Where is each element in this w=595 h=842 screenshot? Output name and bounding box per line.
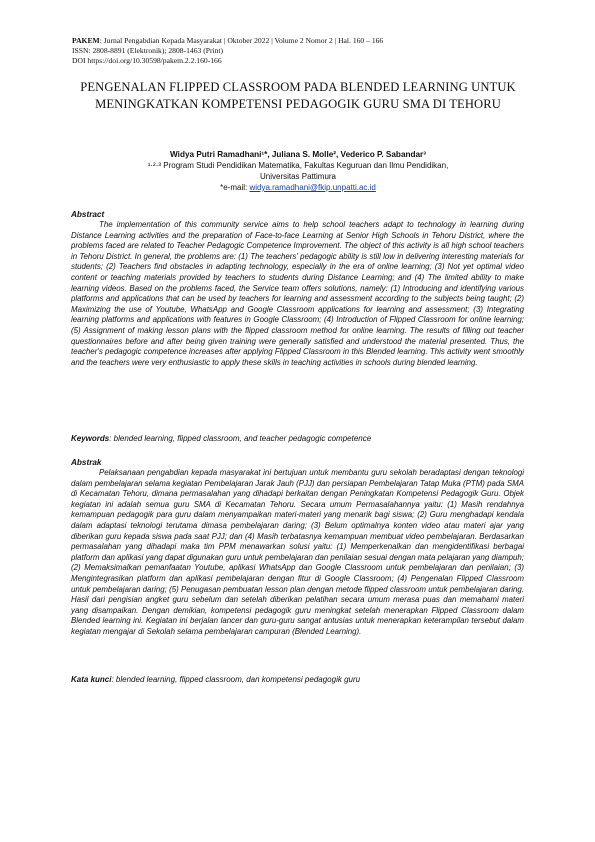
abstrak-heading: Abstrak — [71, 458, 102, 467]
abstract-heading: Abstract — [71, 210, 105, 219]
author-block — [70, 149, 526, 193]
keywords-indonesian — [71, 674, 524, 685]
abstract-indonesian — [71, 457, 524, 638]
email-label: *e-mail: — [220, 183, 250, 192]
journal-header — [72, 36, 532, 66]
journal-name: PAKEM — [72, 36, 100, 45]
author-names: Widya Putri Ramadhani¹*, Juliana S. Molle², Vederico P. Sabandar³ — [170, 150, 426, 159]
abstract-text: The implementation of this community service aims to help school teachers adapt to technology in learning during Distance Learning activities and the preparation of Face-to-face Learning at Senior High Schools in Tehoru District, where the problems faced are related to Teacher Pedagogic Competence Improvement. The object of this activity is all high school teachers in Tehoru District. In general, the problems are: (1) The teachers' pedagogic ability is still low in delivering interesting materials for students; (2) Teachers find obstacles in adapting technology, especially in the era of online learning; (3) Not yet optimal video content or teaching materials provided by teachers to students during Distance Learning; and (4) The limited ability to make learning videos. Based on the problems faced, the Service team offers solutions, namely: (1) Introducing and identifying various platforms and applications that can be used by teachers for learning and assessment according to the subjects being taught; (2) Maximizing the use of Youtube, WhatsApp and Google Classroom applications for learning and assessment; (3) Integrating learning platforms and applications with features in Google Classroom; (4) Introduction of Flipped Classroom for online learning; (5) Assignment of making lesson plans with the flipped classroom method for online learning. The results of filling out teacher questionnaires before and after being given training were generally satisfied and understood the material presented. Thus, the teacher's pedagogic competence increases after applying Flipped Classroom in this Blended learning. This activity went smoothly and the teachers were very enthusiastic to apply these skills in teaching activities in schools during blended learning. — [71, 220, 524, 367]
paper-title: PENGENALAN FLIPPED CLASSROOM PADA BLENDED LEARNING UNTUK MENINGKATKAN KOMPETENSI PEDAGOGIK GURU SMA DI TEHORU — [80, 80, 516, 111]
journal-line — [72, 36, 532, 46]
doi-line: DOI https://doi.org/10.30598/pakem.2.2.160-166 — [72, 56, 222, 65]
journal-issue: : Jurnal Pengabdian Kepada Masyarakat | Oktober 2022 | Volume 2 Nomor 2 | Hal. 160 – 166 — [99, 36, 384, 45]
issn-line: ISSN: 2808-8891 (Elektronik); 2808-1463 (Print) — [72, 46, 224, 55]
author-affiliation: ¹·²·³ Program Studi Pendidikan Matematika, Fakultas Keguruan dan Ilmu Pendidikan, — [147, 161, 449, 170]
kata-kunci-label: Kata kunci — [71, 675, 112, 684]
keywords-label: Keywords — [71, 434, 110, 443]
kata-kunci-text: : blended learning, flipped classroom, dan kompetensi pedagogik guru — [111, 675, 361, 684]
keywords-english — [71, 433, 524, 444]
keywords-text: : blended learning, flipped classroom, and teacher pedagogic competence — [109, 434, 372, 443]
author-university: Universitas Pattimura — [259, 172, 337, 181]
abstrak-text: Pelaksanaan pengabdian kepada masyarakat ini bertujuan untuk membantu guru sekolah beradaptasi dengan teknologi dalam pembelajaran selama kegiatan Pembelajaran Jarak Jauh (PJJ) dan persiapan Pembelajaran Tatap Muka (PTM) pada SMA di Kecamatan Tehoru, dimana permasalahan yang dihadapi berkaitan dengan Peningkatan Kompetensi Pedagogik Guru. Objek kegiatan ini adalah semua guru SMA di Kecamatan Tehoru. Secara umum Permasalahannya yaitu: (1) Masih rendahnya kemampuan pedagogik para guru dalam menyampaikan materi-materi yang menarik bagi siswa; (2) Guru menghadapi kendala dalam adaptasi teknologi terutama dimasa pembelajaran daring; (3) Belum optimalnya konten video atau materi ajar yang diberikan guru kepada siswa pada saat PJJ; dan (4) Masih terbatasnya kemampuan membuat video pembelajaran. Berdasarkan permasalahan yang dihadapi maka tim PPM menawarkan solusi yaitu: (1) Memperkenalkan dan mengidentifikasi berbagai platform dan aplikasi yang dapat digunakan guru untuk pembelajaran dan penilaian sesuai dengan mata pelajaran yang diampuh; (2) Memaksimalkan pemanfaatan Youtube, aplikasi WhatsApp dan Google Classroom untuk pembelajaran dan penilaian; (3) Mengintegrasikan platform dan aplikasi pembelajaran dengan fitur di Google Classroom; (4) Pengenalan Flipped Classroom untuk pembelajaran daring; (5) Penugasan pembuatan lesson plan dengan metode flipped classroom untuk pembelajaran daring. Hasil dari pengisian angket guru sebelum dan setelah diberikan pelatihan secara umum merasa puas dan memahami materi yang disampaikan. Dengan demikian, kompetensi pedagogik guru meningkat setelah menerapkan Flipped Classroom dalam Blended learning ini. Kegiatan ini berjalan lancer dan guru-guru sangat antusias untuk menerapkan keterampilan tersebut dalam kegiatan mengajar di Sekolah selama pembelajaran campuran (Blended Learning). — [71, 468, 524, 636]
email-link[interactable]: widya.ramadhani@fkip.unpatti.ac.id — [249, 183, 376, 192]
abstract-english — [71, 209, 524, 368]
author-email-line — [70, 182, 526, 193]
